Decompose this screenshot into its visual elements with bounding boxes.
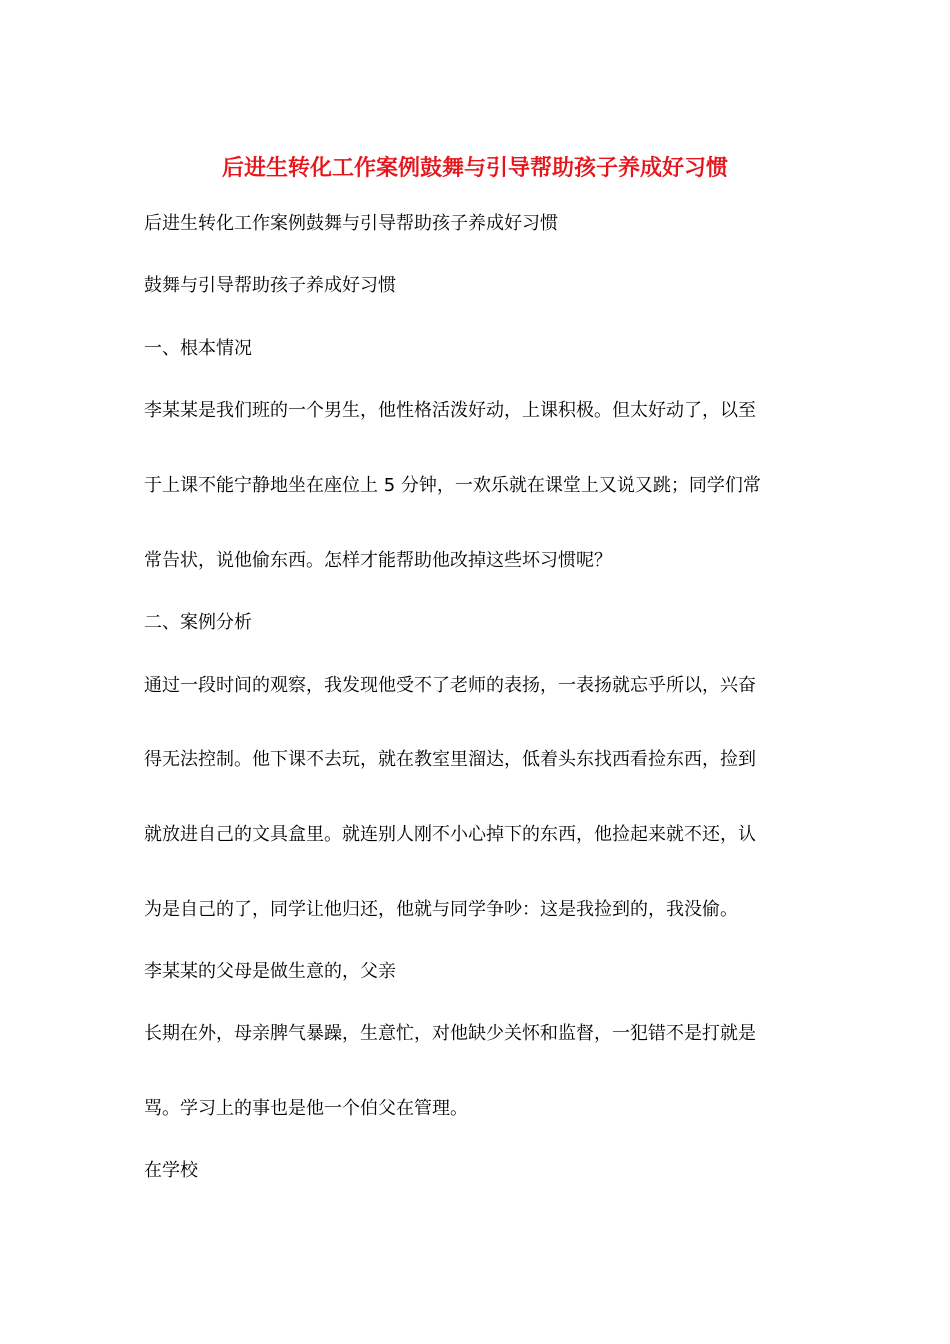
section-heading-case-analysis: 二、案例分析 <box>144 612 252 633</box>
paragraph-line: 得无法控制。他下课不去玩，就在教室里溜达，低着头东找西看捡东西，捡到 <box>144 749 756 770</box>
section-heading-basic-situation: 一、根本情况 <box>144 338 252 359</box>
paragraph-line: 就放进自己的文具盒里。就连别人刚不小心掉下的东西，他捡起来就不还，认 <box>144 824 756 845</box>
paragraph-line: 李某某是我们班的一个男生，他性格活泼好动，上课积极。但太好动了，以至 <box>144 400 756 421</box>
document-title: 后进生转化工作案例鼓舞与引导帮助孩子养成好习惯 <box>221 155 728 181</box>
paragraph-line: 常告状，说他偷东西。怎样才能帮助他改掉这些坏习惯呢？ <box>144 550 612 571</box>
paragraph-line: 通过一段时间的观察，我发现他受不了老师的表扬，一表扬就忘乎所以，兴奋 <box>144 675 756 696</box>
paragraph-line: 为是自己的了，同学让他归还，他就与同学争吵：这是我捡到的，我没偷。 <box>144 899 738 920</box>
paragraph-line: 骂。学习上的事也是他一个伯父在管理。 <box>144 1098 468 1119</box>
subheading-line: 鼓舞与引导帮助孩子养成好习惯 <box>144 275 396 296</box>
paragraph-line: 在学校 <box>144 1160 198 1181</box>
paragraph-line: 李某某的父母是做生意的，父亲 <box>144 961 396 982</box>
subtitle-line: 后进生转化工作案例鼓舞与引导帮助孩子养成好习惯 <box>144 213 558 234</box>
paragraph-line: 长期在外，母亲脾气暴躁，生意忙，对他缺少关怀和监督，一犯错不是打就是 <box>144 1023 756 1044</box>
paragraph-line: 于上课不能宁静地坐在座位上 5 分钟，一欢乐就在课堂上又说又跳；同学们常 <box>144 475 761 496</box>
